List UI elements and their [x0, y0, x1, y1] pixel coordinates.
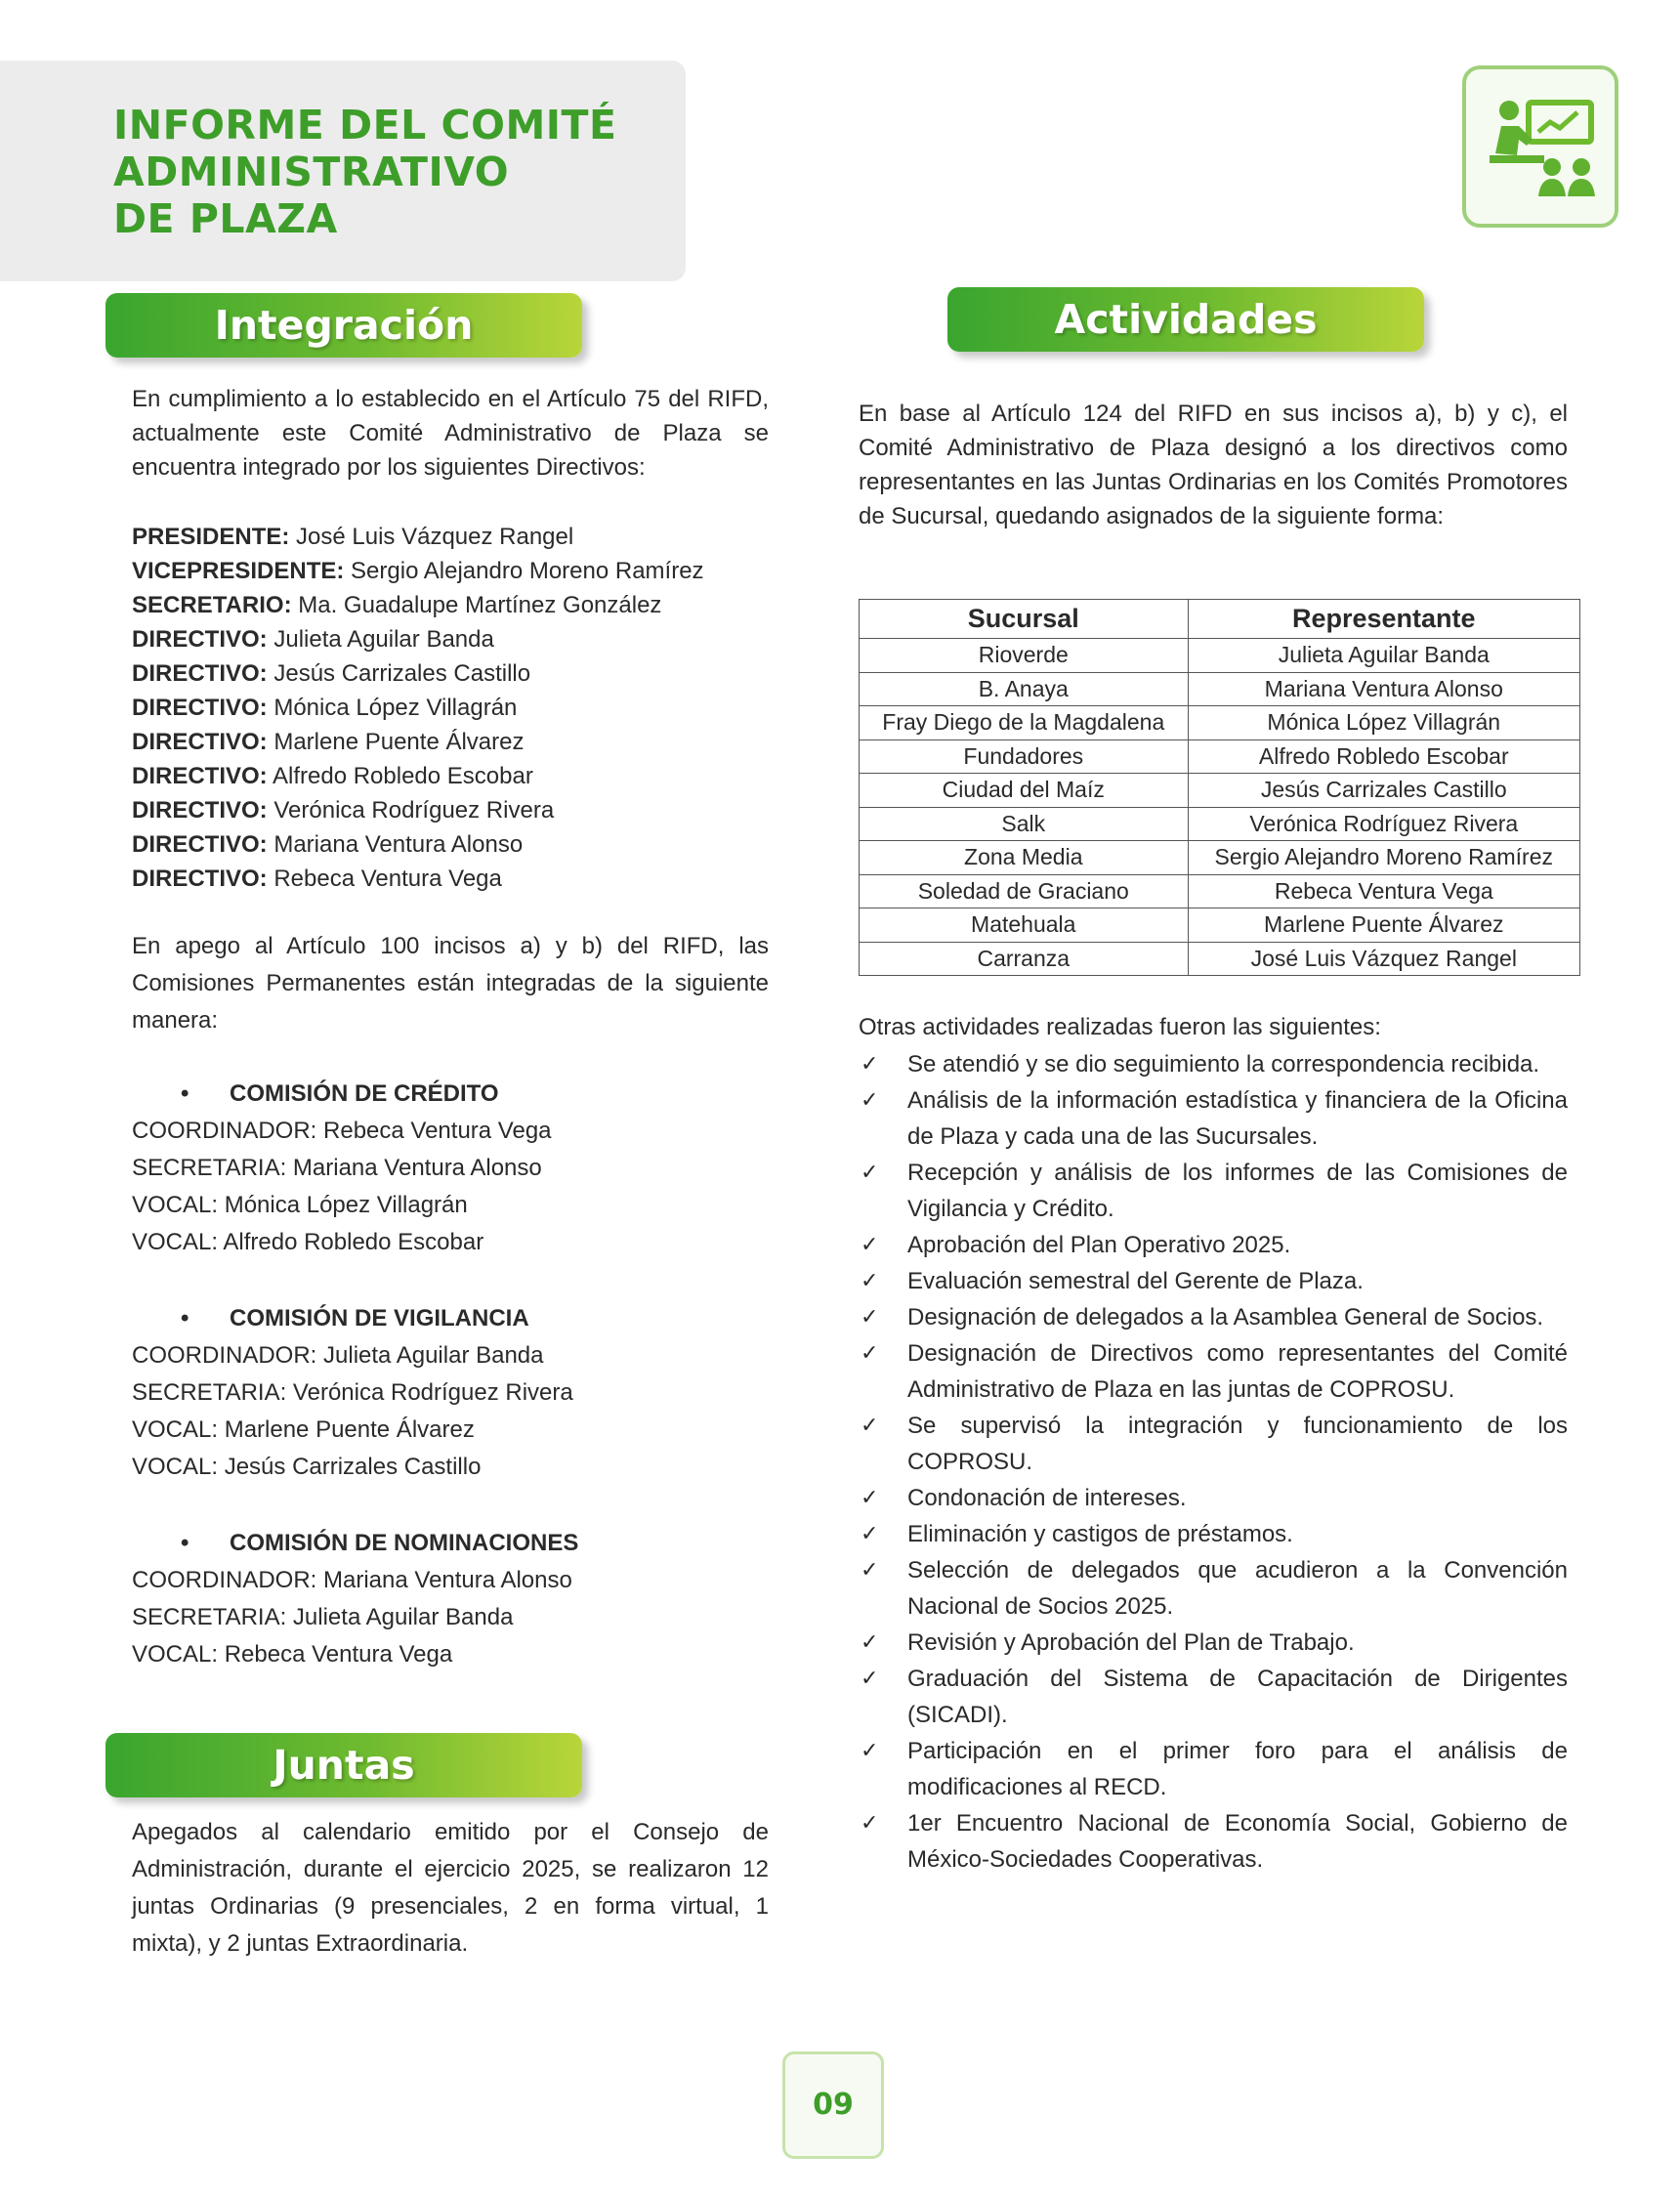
page-number: 09: [782, 2051, 884, 2159]
checkmark-icon: ✓: [861, 1630, 879, 1655]
checkmark-icon: ✓: [861, 1667, 879, 1691]
list-item: ✓ Graduación del Sistema de Capacitación de Dirigentes (SICADI).: [859, 1661, 1568, 1733]
list-item: ✓ Condonación de intereses.: [859, 1480, 1568, 1516]
commission-title: • COMISIÓN DE NOMINACIONES: [181, 1530, 579, 1556]
table-row: Fundadores Alfredo Robledo Escobar: [860, 739, 1580, 774]
list-item: ✓ Designación de Directivos como representantes del Comité Administrativo de Plaza en las juntas de COPROSU.: [859, 1335, 1568, 1408]
integracion-heading: Integración: [105, 293, 582, 358]
table-row: Ciudad del Maíz Jesús Carrizales Castillo: [860, 774, 1580, 808]
commission-line: VOCAL: Alfredo Robledo Escobar: [132, 1229, 484, 1255]
table-row: Carranza José Luis Vázquez Rangel: [860, 942, 1580, 976]
list-item: ✓ Se atendió y se dio seguimiento la correspondencia recibida.: [859, 1046, 1568, 1082]
member-row: DIRECTIVO: Alfredo Robledo Escobar: [132, 763, 533, 789]
list-item: ✓ Recepción y análisis de los informes de las Comisiones de Vigilancia y Crédito.: [859, 1155, 1568, 1227]
title-line-1: INFORME DEL COMITÉ: [113, 102, 617, 148]
table-header-sucursal: Sucursal: [860, 600, 1189, 639]
commission-line: VOCAL: Marlene Puente Álvarez: [132, 1416, 475, 1443]
member-row: DIRECTIVO: Jesús Carrizales Castillo: [132, 660, 531, 687]
checkmark-icon: ✓: [861, 1269, 879, 1293]
commission-line: COORDINADOR: Julieta Aguilar Banda: [132, 1342, 544, 1369]
actividades-intro: En base al Artículo 124 del RIFD en sus incisos a), b) y c), el Comité Administrativo de Plaza designó a los directivos como representantes en las Juntas Ordinarias en los Comités Promotores de Sucursal, quedando asignados de la siguiente forma:: [859, 401, 1568, 529]
checkmark-icon: ✓: [861, 1088, 879, 1113]
member-row: DIRECTIVO: Mariana Ventura Alonso: [132, 831, 524, 858]
integracion-intro: En cumplimiento a lo establecido en el Artículo 75 del RIFD, actualmente este Comité Administrativo de Plaza se encuentra integrado por los siguientes Directivos:: [132, 386, 769, 481]
list-item: ✓ 1er Encuentro Nacional de Economía Social, Gobierno de México-Sociedades Cooperativas.: [859, 1805, 1568, 1878]
checkmark-icon: ✓: [861, 1522, 879, 1546]
commission-line: COORDINADOR: Mariana Ventura Alonso: [132, 1567, 572, 1593]
commission-line: SECRETARIA: Verónica Rodríguez Rivera: [132, 1379, 573, 1406]
list-item: ✓ Evaluación semestral del Gerente de Plaza.: [859, 1263, 1568, 1299]
commission-line: SECRETARIA: Julieta Aguilar Banda: [132, 1604, 514, 1630]
checkmark-icon: ✓: [861, 1811, 879, 1836]
table-header-representante: Representante: [1188, 600, 1579, 639]
member-row: VICEPRESIDENTE: Sergio Alejandro Moreno Ramírez: [132, 558, 704, 584]
checkmark-icon: ✓: [861, 1341, 879, 1366]
members-list: [132, 520, 777, 896]
commission-line: VOCAL: Jesús Carrizales Castillo: [132, 1454, 482, 1480]
commission-title: • COMISIÓN DE CRÉDITO: [181, 1080, 499, 1107]
checkmark-icon: ✓: [861, 1558, 879, 1583]
checkmark-icon: ✓: [861, 1161, 879, 1185]
presentation-icon: [1488, 97, 1601, 204]
title-line-3: DE PLAZA: [113, 195, 338, 242]
list-item: ✓ Participación en el primer foro para el análisis de modificaciones al RECD.: [859, 1733, 1568, 1805]
member-row: DIRECTIVO: Marlene Puente Álvarez: [132, 729, 525, 755]
commission-line: VOCAL: Mónica López Villagrán: [132, 1192, 468, 1218]
table-row: Zona Media Sergio Alejandro Moreno Ramírez: [860, 841, 1580, 875]
otras-actividades-intro: Otras actividades realizadas fueron las siguientes:: [859, 1014, 1381, 1040]
commission-title: • COMISIÓN DE VIGILANCIA: [181, 1305, 529, 1331]
list-item: ✓ Eliminación y castigos de préstamos.: [859, 1516, 1568, 1552]
presentation-icon-box: [1462, 65, 1618, 228]
table-row: Soledad de Graciano Rebeca Ventura Vega: [860, 874, 1580, 908]
member-row: DIRECTIVO: Julieta Aguilar Banda: [132, 626, 494, 653]
member-row: SECRETARIO: Ma. Guadalupe Martínez González: [132, 592, 662, 618]
commission-line: VOCAL: Rebeca Ventura Vega: [132, 1641, 453, 1668]
table-row: Salk Verónica Rodríguez Rivera: [860, 807, 1580, 841]
list-item: ✓ Selección de delegados que acudieron a la Convención Nacional de Socios 2025.: [859, 1552, 1568, 1625]
checkmark-icon: ✓: [861, 1305, 879, 1330]
member-row: DIRECTIVO: Mónica López Villagrán: [132, 695, 518, 721]
checkmark-icon: ✓: [861, 1486, 879, 1510]
table-row: Fray Diego de la Magdalena Mónica López Villagrán: [860, 706, 1580, 740]
actividades-heading: Actividades: [947, 287, 1424, 352]
member-row: DIRECTIVO: Rebeca Ventura Vega: [132, 866, 502, 892]
page-title: [113, 102, 680, 242]
commissions: [132, 1076, 777, 1673]
commission-line: SECRETARIA: Mariana Ventura Alonso: [132, 1155, 542, 1181]
commission-line: COORDINADOR: Rebeca Ventura Vega: [132, 1118, 552, 1144]
title-line-2: ADMINISTRATIVO: [113, 148, 510, 195]
list-item: ✓ Designación de delegados a la Asamblea General de Socios.: [859, 1299, 1568, 1335]
table-header-row: [860, 600, 1580, 639]
list-item: ✓ Aprobación del Plan Operativo 2025.: [859, 1227, 1568, 1263]
sucursales-table: [859, 599, 1580, 976]
checkmark-icon: ✓: [861, 1739, 879, 1763]
member-row: DIRECTIVO: Verónica Rodríguez Rivera: [132, 797, 555, 824]
checkmark-icon: ✓: [861, 1414, 879, 1438]
checkmark-icon: ✓: [861, 1233, 879, 1257]
list-item: ✓ Análisis de la información estadística y financiera de la Oficina de Plaza y cada una de las Sucursales.: [859, 1082, 1568, 1155]
checkmark-icon: ✓: [861, 1052, 879, 1077]
juntas-heading: Juntas: [105, 1733, 582, 1797]
member-row: PRESIDENTE: José Luis Vázquez Rangel: [132, 524, 574, 550]
commissions-intro: En apego al Artículo 100 incisos a) y b) del RIFD, las Comisiones Permanentes están integradas de la siguiente manera:: [132, 933, 769, 1034]
table-row: Rioverde Julieta Aguilar Banda: [860, 639, 1580, 673]
table-row: Matehuala Marlene Puente Álvarez: [860, 908, 1580, 943]
table-row: B. Anaya Mariana Ventura Alonso: [860, 672, 1580, 706]
juntas-text: Apegados al calendario emitido por el Consejo de Administración, durante el ejercicio 2025, se realizaron 12 juntas Ordinarias (9 presenciales, 2 en forma virtual, 1 mixta), y 2 juntas Extraordinaria.: [132, 1819, 769, 1957]
activities-list: [859, 1046, 1568, 1878]
list-item: ✓ Se supervisó la integración y funcionamiento de los COPROSU.: [859, 1408, 1568, 1480]
list-item: ✓ Revisión y Aprobación del Plan de Trabajo.: [859, 1625, 1568, 1661]
